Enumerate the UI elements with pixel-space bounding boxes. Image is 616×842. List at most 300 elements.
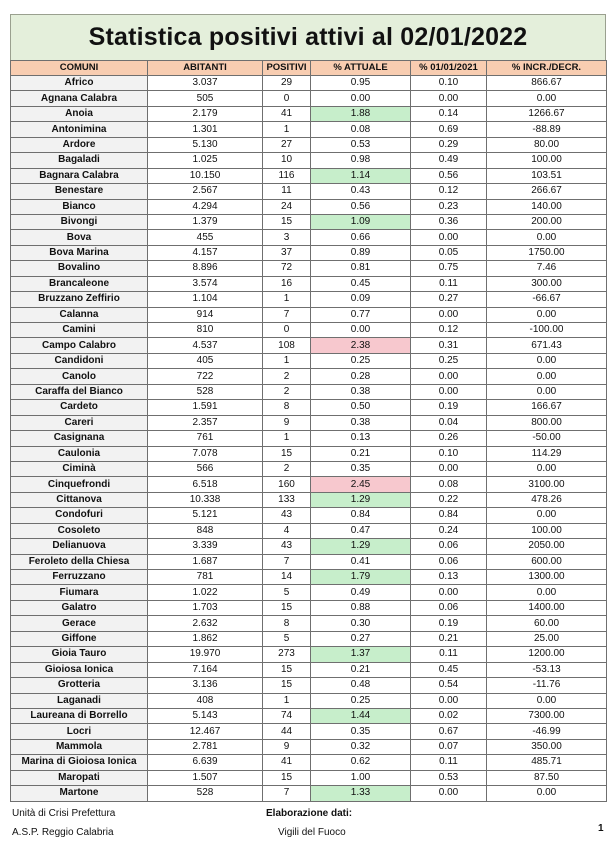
- cell-abitanti: 1.591: [148, 400, 263, 415]
- cell-positivi: 9: [263, 415, 311, 430]
- cell-percent-2021: 0.00: [411, 585, 487, 600]
- cell-comune: Cittanova: [11, 492, 148, 507]
- cell-percent-2021: 0.06: [411, 554, 487, 569]
- cell-positivi: 72: [263, 261, 311, 276]
- cell-comune: Brancaleone: [11, 276, 148, 291]
- cell-percent-attuale: 0.48: [311, 678, 411, 693]
- cell-positivi: 29: [263, 76, 311, 91]
- cell-comune: Candidoni: [11, 353, 148, 368]
- table-header-row: [11, 61, 607, 76]
- cell-percent-2021: 0.29: [411, 137, 487, 152]
- table-row: [11, 214, 607, 229]
- cell-abitanti: 4.537: [148, 338, 263, 353]
- cell-percent-2021: 0.14: [411, 106, 487, 121]
- footer-source: [12, 804, 115, 842]
- cell-percent-2021: 0.21: [411, 631, 487, 646]
- cell-abitanti: 19.970: [148, 647, 263, 662]
- cell-percent-incr-decr: 1266.67: [487, 106, 607, 121]
- cell-percent-attuale: 0.45: [311, 276, 411, 291]
- table-row: [11, 724, 607, 739]
- cell-percent-2021: 0.84: [411, 508, 487, 523]
- table-row: [11, 415, 607, 430]
- cell-percent-2021: 0.67: [411, 724, 487, 739]
- cell-percent-incr-decr: 0.00: [487, 353, 607, 368]
- page-number: 1: [598, 823, 604, 834]
- cell-abitanti: 1.687: [148, 554, 263, 569]
- table-row: [11, 786, 607, 801]
- cell-positivi: 2: [263, 369, 311, 384]
- cell-percent-2021: 0.00: [411, 461, 487, 476]
- cell-abitanti: 2.632: [148, 616, 263, 631]
- cell-percent-attuale: 0.53: [311, 137, 411, 152]
- cell-comune: Careri: [11, 415, 148, 430]
- cell-positivi: 2: [263, 384, 311, 399]
- cell-abitanti: 6.639: [148, 755, 263, 770]
- cell-comune: Bova Marina: [11, 245, 148, 260]
- cell-percent-attuale: 2.38: [311, 338, 411, 353]
- cell-abitanti: 566: [148, 461, 263, 476]
- table-row: [11, 384, 607, 399]
- cell-comune: Cosoleto: [11, 523, 148, 538]
- cell-comune: Martone: [11, 786, 148, 801]
- cell-abitanti: 1.507: [148, 770, 263, 785]
- cell-percent-attuale: 0.00: [311, 323, 411, 338]
- cell-comune: Africo: [11, 76, 148, 91]
- cell-abitanti: 505: [148, 91, 263, 106]
- cell-positivi: 133: [263, 492, 311, 507]
- cell-percent-attuale: 1.88: [311, 106, 411, 121]
- table-row: [11, 338, 607, 353]
- cell-percent-attuale: 0.66: [311, 230, 411, 245]
- cell-positivi: 41: [263, 106, 311, 121]
- cell-positivi: 43: [263, 508, 311, 523]
- cell-positivi: 74: [263, 708, 311, 723]
- table-row: [11, 307, 607, 322]
- cell-percent-incr-decr: 87.50: [487, 770, 607, 785]
- cell-percent-incr-decr: 671.43: [487, 338, 607, 353]
- cell-abitanti: 7.078: [148, 446, 263, 461]
- header-percent-incr-decr: % INCR./DECR.: [487, 61, 607, 76]
- cell-percent-2021: 0.00: [411, 369, 487, 384]
- cell-percent-incr-decr: 80.00: [487, 137, 607, 152]
- cell-positivi: 3: [263, 230, 311, 245]
- cell-abitanti: 3.339: [148, 539, 263, 554]
- cell-percent-2021: 0.26: [411, 431, 487, 446]
- cell-abitanti: 848: [148, 523, 263, 538]
- cell-abitanti: 1.022: [148, 585, 263, 600]
- cell-percent-incr-decr: 0.00: [487, 307, 607, 322]
- cell-abitanti: 1.862: [148, 631, 263, 646]
- table-row: [11, 600, 607, 615]
- cell-percent-incr-decr: 1200.00: [487, 647, 607, 662]
- table-row: [11, 369, 607, 384]
- table-row: [11, 230, 607, 245]
- cell-percent-incr-decr: 0.00: [487, 369, 607, 384]
- cell-comune: Cinquefrondi: [11, 477, 148, 492]
- cell-abitanti: 528: [148, 786, 263, 801]
- cell-percent-attuale: 0.27: [311, 631, 411, 646]
- cell-percent-2021: 0.27: [411, 292, 487, 307]
- cell-positivi: 15: [263, 214, 311, 229]
- cell-abitanti: 810: [148, 323, 263, 338]
- cell-percent-2021: 0.12: [411, 323, 487, 338]
- cell-percent-attuale: 0.98: [311, 153, 411, 168]
- cell-abitanti: 2.781: [148, 739, 263, 754]
- cell-percent-2021: 0.36: [411, 214, 487, 229]
- cell-percent-attuale: 0.89: [311, 245, 411, 260]
- statistics-table: [10, 60, 607, 802]
- cell-percent-attuale: 0.38: [311, 384, 411, 399]
- cell-percent-attuale: 0.25: [311, 353, 411, 368]
- table-row: [11, 446, 607, 461]
- cell-percent-incr-decr: 7300.00: [487, 708, 607, 723]
- cell-percent-2021: 0.31: [411, 338, 487, 353]
- cell-percent-attuale: 0.13: [311, 431, 411, 446]
- cell-percent-2021: 0.49: [411, 153, 487, 168]
- cell-abitanti: 2.179: [148, 106, 263, 121]
- cell-positivi: 15: [263, 600, 311, 615]
- cell-comune: Bagaladi: [11, 153, 148, 168]
- cell-percent-incr-decr: -88.89: [487, 122, 607, 137]
- cell-positivi: 273: [263, 647, 311, 662]
- table-row: [11, 153, 607, 168]
- cell-percent-2021: 0.25: [411, 353, 487, 368]
- cell-abitanti: 2.357: [148, 415, 263, 430]
- table-row: [11, 245, 607, 260]
- cell-percent-attuale: 0.00: [311, 91, 411, 106]
- cell-percent-incr-decr: 0.00: [487, 91, 607, 106]
- cell-abitanti: 1.025: [148, 153, 263, 168]
- cell-abitanti: 10.150: [148, 168, 263, 183]
- cell-percent-attuale: 1.33: [311, 786, 411, 801]
- cell-percent-2021: 0.23: [411, 199, 487, 214]
- page-title: Statistica positivi attivi al 02/01/2022: [10, 14, 606, 60]
- table-row: [11, 137, 607, 152]
- cell-percent-2021: 0.10: [411, 446, 487, 461]
- cell-comune: Bruzzano Zeffirio: [11, 292, 148, 307]
- table-row: [11, 708, 607, 723]
- cell-percent-incr-decr: 7.46: [487, 261, 607, 276]
- cell-percent-2021: 0.24: [411, 523, 487, 538]
- cell-percent-2021: 0.75: [411, 261, 487, 276]
- cell-percent-2021: 0.45: [411, 662, 487, 677]
- cell-percent-2021: 0.06: [411, 600, 487, 615]
- cell-abitanti: 455: [148, 230, 263, 245]
- cell-abitanti: 914: [148, 307, 263, 322]
- cell-percent-2021: 0.22: [411, 492, 487, 507]
- cell-comune: Camini: [11, 323, 148, 338]
- cell-percent-attuale: 0.43: [311, 184, 411, 199]
- header-abitanti: ABITANTI: [148, 61, 263, 76]
- header-positivi: POSITIVI: [263, 61, 311, 76]
- cell-percent-attuale: 1.09: [311, 214, 411, 229]
- cell-abitanti: 528: [148, 384, 263, 399]
- table-row: [11, 76, 607, 91]
- cell-percent-incr-decr: 0.00: [487, 384, 607, 399]
- cell-percent-attuale: 0.77: [311, 307, 411, 322]
- cell-positivi: 1: [263, 431, 311, 446]
- table-row: [11, 477, 607, 492]
- cell-positivi: 10: [263, 153, 311, 168]
- cell-abitanti: 5.121: [148, 508, 263, 523]
- table-row: [11, 539, 607, 554]
- cell-percent-incr-decr: 485.71: [487, 755, 607, 770]
- cell-percent-2021: 0.00: [411, 693, 487, 708]
- cell-percent-incr-decr: -100.00: [487, 323, 607, 338]
- table-row: [11, 431, 607, 446]
- cell-percent-2021: 0.10: [411, 76, 487, 91]
- cell-percent-attuale: 0.62: [311, 755, 411, 770]
- cell-percent-attuale: 0.21: [311, 446, 411, 461]
- cell-abitanti: 1.703: [148, 600, 263, 615]
- cell-comune: Cardeto: [11, 400, 148, 415]
- cell-comune: Bova: [11, 230, 148, 245]
- footer-elaboration-value: Vigili del Fuoco: [278, 827, 346, 838]
- cell-percent-incr-decr: 0.00: [487, 693, 607, 708]
- cell-comune: Ardore: [11, 137, 148, 152]
- table-row: [11, 739, 607, 754]
- cell-percent-2021: 0.07: [411, 739, 487, 754]
- header-percent-2021: % 01/01/2021: [411, 61, 487, 76]
- cell-percent-incr-decr: -53.13: [487, 662, 607, 677]
- cell-positivi: 9: [263, 739, 311, 754]
- cell-percent-attuale: 0.28: [311, 369, 411, 384]
- cell-percent-incr-decr: 478.26: [487, 492, 607, 507]
- cell-comune: Laureana di Borrello: [11, 708, 148, 723]
- cell-positivi: 0: [263, 91, 311, 106]
- table-row: [11, 554, 607, 569]
- table-row: [11, 122, 607, 137]
- cell-positivi: 14: [263, 570, 311, 585]
- cell-positivi: 41: [263, 755, 311, 770]
- table-row: [11, 91, 607, 106]
- cell-comune: Anoia: [11, 106, 148, 121]
- cell-percent-attuale: 2.45: [311, 477, 411, 492]
- cell-percent-2021: 0.05: [411, 245, 487, 260]
- cell-abitanti: 4.294: [148, 199, 263, 214]
- cell-percent-incr-decr: 266.67: [487, 184, 607, 199]
- table-row: [11, 292, 607, 307]
- footer-source-line1: Unità di Crisi Prefettura: [12, 808, 116, 819]
- table-row: [11, 261, 607, 276]
- table-row: [11, 400, 607, 415]
- cell-positivi: 16: [263, 276, 311, 291]
- cell-positivi: 15: [263, 662, 311, 677]
- cell-comune: Maropati: [11, 770, 148, 785]
- cell-comune: Fiumara: [11, 585, 148, 600]
- table-row: [11, 678, 607, 693]
- cell-percent-incr-decr: -50.00: [487, 431, 607, 446]
- cell-comune: Condofuri: [11, 508, 148, 523]
- cell-abitanti: 761: [148, 431, 263, 446]
- cell-percent-incr-decr: 0.00: [487, 461, 607, 476]
- cell-percent-incr-decr: 1400.00: [487, 600, 607, 615]
- cell-comune: Ciminà: [11, 461, 148, 476]
- cell-positivi: 15: [263, 770, 311, 785]
- cell-comune: Bivongi: [11, 214, 148, 229]
- cell-percent-2021: 0.02: [411, 708, 487, 723]
- cell-percent-attuale: 1.37: [311, 647, 411, 662]
- cell-percent-attuale: 0.81: [311, 261, 411, 276]
- table-row: [11, 168, 607, 183]
- table-row: [11, 353, 607, 368]
- footer-source-line2: A.S.P. Reggio Calabria: [12, 827, 114, 838]
- cell-percent-attuale: 1.44: [311, 708, 411, 723]
- cell-positivi: 160: [263, 477, 311, 492]
- cell-abitanti: 5.130: [148, 137, 263, 152]
- cell-comune: Gioiosa Ionica: [11, 662, 148, 677]
- cell-comune: Delianuova: [11, 539, 148, 554]
- cell-percent-incr-decr: 200.00: [487, 214, 607, 229]
- cell-percent-2021: 0.00: [411, 786, 487, 801]
- cell-percent-incr-decr: 166.67: [487, 400, 607, 415]
- cell-percent-attuale: 0.38: [311, 415, 411, 430]
- cell-percent-incr-decr: -11.76: [487, 678, 607, 693]
- cell-percent-incr-decr: 800.00: [487, 415, 607, 430]
- cell-percent-attuale: 1.29: [311, 539, 411, 554]
- cell-abitanti: 4.157: [148, 245, 263, 260]
- cell-positivi: 27: [263, 137, 311, 152]
- cell-abitanti: 2.567: [148, 184, 263, 199]
- cell-comune: Gioia Tauro: [11, 647, 148, 662]
- cell-comune: Ferruzzano: [11, 570, 148, 585]
- cell-percent-incr-decr: 0.00: [487, 786, 607, 801]
- table-row: [11, 570, 607, 585]
- cell-abitanti: 1.301: [148, 122, 263, 137]
- cell-positivi: 15: [263, 446, 311, 461]
- cell-positivi: 7: [263, 786, 311, 801]
- table-row: [11, 199, 607, 214]
- cell-percent-2021: 0.19: [411, 400, 487, 415]
- cell-percent-incr-decr: 0.00: [487, 508, 607, 523]
- cell-percent-2021: 0.54: [411, 678, 487, 693]
- cell-percent-incr-decr: 100.00: [487, 523, 607, 538]
- cell-percent-attuale: 0.30: [311, 616, 411, 631]
- table-row: [11, 770, 607, 785]
- cell-comune: Casignana: [11, 431, 148, 446]
- cell-positivi: 2: [263, 461, 311, 476]
- cell-positivi: 1: [263, 353, 311, 368]
- header-comuni: COMUNI: [11, 61, 148, 76]
- cell-percent-incr-decr: 2050.00: [487, 539, 607, 554]
- cell-abitanti: 781: [148, 570, 263, 585]
- cell-positivi: 1: [263, 292, 311, 307]
- cell-abitanti: 405: [148, 353, 263, 368]
- cell-abitanti: 5.143: [148, 708, 263, 723]
- cell-positivi: 7: [263, 554, 311, 569]
- cell-positivi: 15: [263, 678, 311, 693]
- cell-percent-2021: 0.13: [411, 570, 487, 585]
- table-row: [11, 755, 607, 770]
- cell-positivi: 24: [263, 199, 311, 214]
- cell-positivi: 4: [263, 523, 311, 538]
- cell-percent-attuale: 1.29: [311, 492, 411, 507]
- table-row: [11, 276, 607, 291]
- cell-percent-attuale: 0.32: [311, 739, 411, 754]
- table-row: [11, 184, 607, 199]
- cell-abitanti: 3.136: [148, 678, 263, 693]
- cell-positivi: 0: [263, 323, 311, 338]
- cell-abitanti: 6.518: [148, 477, 263, 492]
- cell-percent-incr-decr: 866.67: [487, 76, 607, 91]
- table-row: [11, 106, 607, 121]
- cell-abitanti: 3.037: [148, 76, 263, 91]
- cell-positivi: 1: [263, 693, 311, 708]
- cell-percent-incr-decr: 1300.00: [487, 570, 607, 585]
- cell-positivi: 11: [263, 184, 311, 199]
- cell-percent-attuale: 1.79: [311, 570, 411, 585]
- cell-comune: Gerace: [11, 616, 148, 631]
- cell-comune: Campo Calabro: [11, 338, 148, 353]
- cell-percent-attuale: 0.35: [311, 461, 411, 476]
- cell-percent-2021: 0.11: [411, 755, 487, 770]
- cell-comune: Galatro: [11, 600, 148, 615]
- cell-percent-attuale: 0.35: [311, 724, 411, 739]
- cell-comune: Marina di Gioiosa Ionica: [11, 755, 148, 770]
- cell-percent-2021: 0.12: [411, 184, 487, 199]
- cell-abitanti: 8.896: [148, 261, 263, 276]
- cell-abitanti: 1.104: [148, 292, 263, 307]
- cell-comune: Antonimina: [11, 122, 148, 137]
- cell-percent-attuale: 0.09: [311, 292, 411, 307]
- cell-abitanti: 408: [148, 693, 263, 708]
- cell-percent-incr-decr: 350.00: [487, 739, 607, 754]
- cell-abitanti: 1.379: [148, 214, 263, 229]
- cell-percent-incr-decr: 140.00: [487, 199, 607, 214]
- cell-percent-2021: 0.11: [411, 276, 487, 291]
- cell-percent-incr-decr: 114.29: [487, 446, 607, 461]
- cell-percent-incr-decr: 100.00: [487, 153, 607, 168]
- table-row: [11, 631, 607, 646]
- cell-comune: Grotteria: [11, 678, 148, 693]
- cell-percent-incr-decr: 1750.00: [487, 245, 607, 260]
- table-row: [11, 461, 607, 476]
- header-percent-attuale: % ATTUALE: [311, 61, 411, 76]
- table-row: [11, 662, 607, 677]
- table-row: [11, 693, 607, 708]
- cell-percent-incr-decr: 60.00: [487, 616, 607, 631]
- cell-abitanti: 12.467: [148, 724, 263, 739]
- cell-abitanti: 10.338: [148, 492, 263, 507]
- cell-percent-incr-decr: -46.99: [487, 724, 607, 739]
- cell-positivi: 5: [263, 585, 311, 600]
- cell-percent-attuale: 0.56: [311, 199, 411, 214]
- cell-comune: Feroleto della Chiesa: [11, 554, 148, 569]
- cell-percent-2021: 0.04: [411, 415, 487, 430]
- statistics-sheet: [10, 14, 606, 802]
- cell-percent-incr-decr: 300.00: [487, 276, 607, 291]
- cell-positivi: 43: [263, 539, 311, 554]
- cell-percent-attuale: 0.47: [311, 523, 411, 538]
- cell-percent-incr-decr: 25.00: [487, 631, 607, 646]
- footer-elaboration-label: Elaborazione dati:: [266, 808, 353, 819]
- footer-elaboration: [266, 804, 352, 842]
- cell-percent-2021: 0.00: [411, 230, 487, 245]
- cell-positivi: 1: [263, 122, 311, 137]
- cell-percent-2021: 0.00: [411, 307, 487, 322]
- cell-percent-2021: 0.06: [411, 539, 487, 554]
- cell-abitanti: 3.574: [148, 276, 263, 291]
- cell-percent-incr-decr: 3100.00: [487, 477, 607, 492]
- cell-percent-2021: 0.00: [411, 91, 487, 106]
- cell-percent-incr-decr: 0.00: [487, 230, 607, 245]
- cell-percent-attuale: 0.41: [311, 554, 411, 569]
- cell-percent-attuale: 0.88: [311, 600, 411, 615]
- cell-comune: Mammola: [11, 739, 148, 754]
- cell-percent-incr-decr: 600.00: [487, 554, 607, 569]
- cell-positivi: 5: [263, 631, 311, 646]
- table-row: [11, 323, 607, 338]
